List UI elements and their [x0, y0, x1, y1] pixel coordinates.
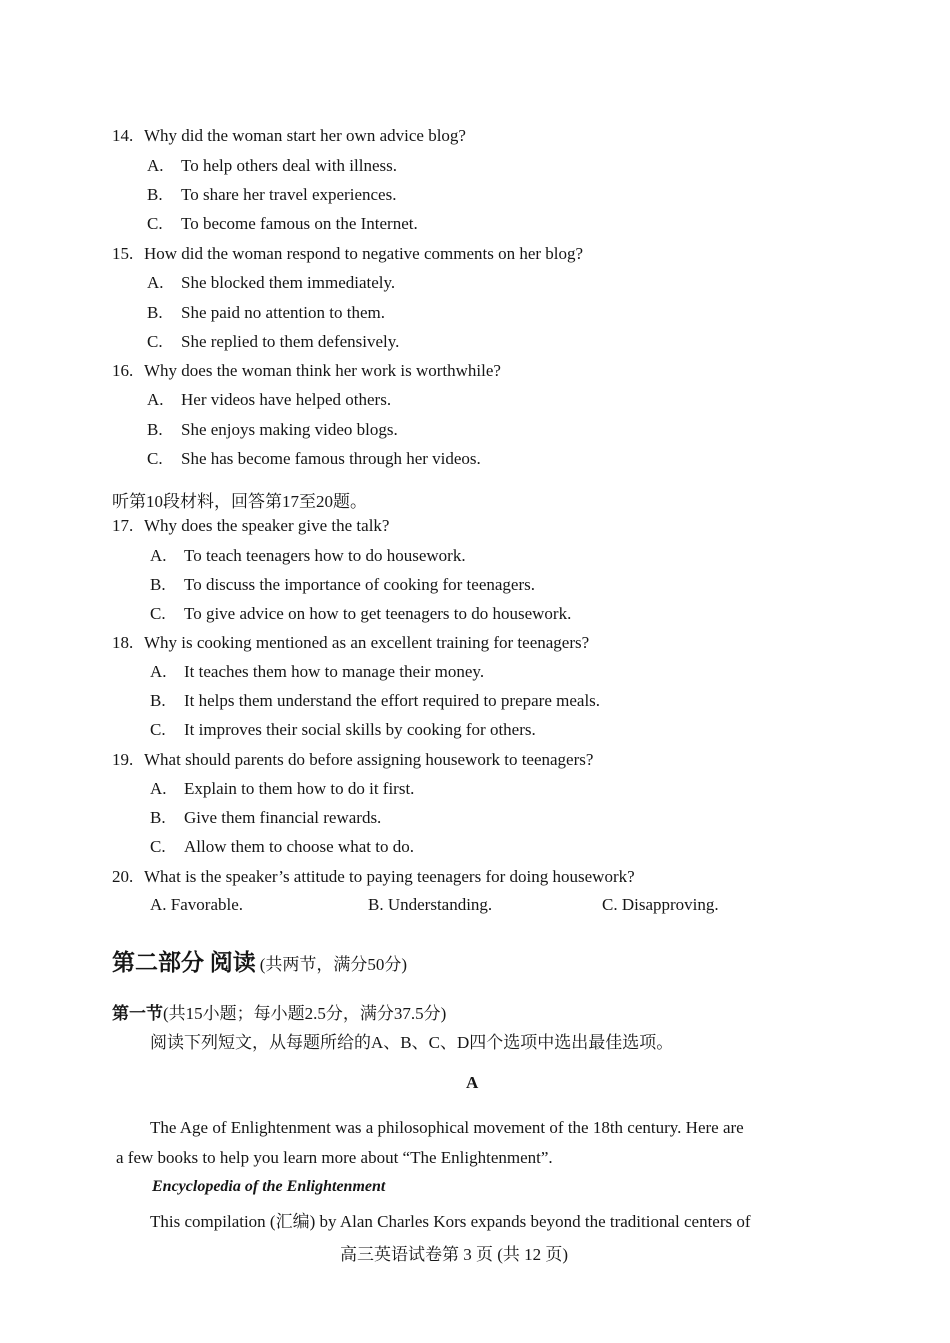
option-letter: C.	[147, 332, 163, 351]
option-letter: C.	[150, 837, 166, 856]
option-17a	[150, 546, 466, 566]
option-letter: B.	[147, 420, 163, 439]
option-letter: C.	[150, 720, 166, 739]
option-text: To discuss the importance of cooking for teenagers.	[184, 575, 535, 594]
option-16a	[147, 390, 391, 410]
option-letter: B.	[368, 895, 384, 914]
question-text: What should parents do before assigning housework to teenagers?	[144, 750, 594, 769]
question-text: Why did the woman start her own advice blog?	[144, 126, 466, 145]
page-footer: 高三英语试卷第 3 页 (共 12 页)	[340, 1245, 569, 1264]
question-17	[112, 516, 389, 536]
part-two-title	[112, 944, 407, 977]
option-text: To give advice on how to get teenagers to do housework.	[184, 604, 572, 623]
option-14b	[147, 185, 396, 205]
option-text: She replied to them defensively.	[181, 332, 400, 351]
option-text: Give them financial rewards.	[184, 808, 382, 827]
option-text: To teach teenagers how to do housework.	[184, 546, 466, 565]
option-letter: A.	[147, 390, 164, 409]
option-text: Favorable.	[170, 895, 244, 914]
question-number: 16.	[112, 361, 134, 380]
option-17c	[150, 604, 571, 624]
option-letter: A.	[147, 156, 164, 175]
option-14c	[147, 214, 418, 234]
option-15c	[147, 332, 399, 352]
option-text: She blocked them immediately.	[181, 273, 396, 292]
passage-paragraph-1-line-2: a few books to help you learn more about “The Enlightenment”.	[116, 1148, 553, 1167]
option-text: Disapproving.	[621, 895, 719, 914]
reading-instruction: 阅读下列短文，从每题所给的A、B、C、D四个选项中选出最佳选项。	[150, 1033, 674, 1052]
question-16	[112, 361, 501, 381]
option-text: It improves their social skills by cooking for others.	[184, 720, 536, 739]
question-18	[112, 633, 589, 653]
option-text: Her videos have helped others.	[181, 390, 392, 409]
option-letter: B.	[150, 808, 166, 827]
option-letter: A.	[147, 273, 164, 292]
option-text: She enjoys making video blogs.	[181, 420, 398, 439]
option-letter: A.	[150, 779, 167, 798]
section-note: (共15小题；每小题2.5分，满分37.5分)	[163, 1004, 447, 1023]
question-20	[112, 867, 635, 887]
option-20b	[368, 895, 492, 915]
option-text: Understanding.	[387, 895, 493, 914]
option-text: To share her travel experiences.	[181, 185, 397, 204]
question-text: What is the speaker’s attitude to paying teenagers for doing housework?	[144, 867, 635, 886]
question-text: How did the woman respond to negative comments on her blog?	[144, 244, 584, 263]
option-letter: A.	[150, 895, 167, 914]
question-number: 19.	[112, 750, 134, 769]
option-18a	[150, 662, 484, 682]
option-15a	[147, 273, 395, 293]
option-letter: C.	[147, 214, 163, 233]
passage-label: A	[466, 1073, 479, 1092]
option-20c	[602, 895, 719, 915]
option-text: To help others deal with illness.	[181, 156, 397, 175]
option-letter: B.	[147, 303, 163, 322]
section-one-heading	[112, 999, 446, 1024]
option-16b	[147, 420, 398, 440]
part-title-text: 第二部分 阅读	[112, 950, 256, 975]
option-16c	[147, 449, 481, 469]
option-14a	[147, 156, 397, 176]
question-text: Why is cooking mentioned as an excellent training for teenagers?	[144, 633, 590, 652]
option-letter: A.	[150, 662, 167, 681]
option-text: It helps them understand the effort required to prepare meals.	[184, 691, 601, 710]
option-letter: B.	[150, 575, 166, 594]
part-title-note: (共两节，满分50分)	[259, 955, 408, 974]
question-19	[112, 750, 593, 770]
question-text: Why does the woman think her work is worthwhile?	[144, 361, 501, 380]
option-text: Allow them to choose what to do.	[184, 837, 414, 856]
option-18c	[150, 720, 536, 740]
passage-paragraph-1-line-1: The Age of Enlightenment was a philosophical movement of the 18th century. Here are	[150, 1118, 744, 1137]
option-letter: B.	[147, 185, 163, 204]
option-17b	[150, 575, 535, 595]
question-20-options	[150, 895, 790, 919]
option-letter: C.	[147, 449, 163, 468]
option-text: To become famous on the Internet.	[181, 214, 418, 233]
option-19c	[150, 837, 414, 857]
option-letter: C.	[150, 604, 166, 623]
option-letter: A.	[150, 546, 167, 565]
book-title: Encyclopedia of the Enlightenment	[152, 1178, 386, 1195]
question-14	[112, 126, 466, 146]
option-18b	[150, 691, 600, 711]
option-text: She paid no attention to them.	[181, 303, 385, 322]
option-text: It teaches them how to manage their money.	[184, 662, 485, 681]
option-letter: B.	[150, 691, 166, 710]
question-15	[112, 244, 583, 264]
option-letter: C.	[602, 895, 618, 914]
option-text: Explain to them how to do it first.	[184, 779, 415, 798]
passage-paragraph-2-line-1: This compilation (汇编) by Alan Charles Kors expands beyond the traditional centers of	[150, 1212, 751, 1231]
option-text: She has become famous through her videos.	[181, 449, 481, 468]
option-20a	[150, 895, 243, 915]
option-19a	[150, 779, 414, 799]
question-number: 20.	[112, 867, 134, 886]
option-19b	[150, 808, 381, 828]
question-number: 14.	[112, 126, 134, 145]
section-title: 第一节	[112, 1004, 163, 1023]
question-number: 17.	[112, 516, 134, 535]
question-number: 15.	[112, 244, 134, 263]
option-15b	[147, 303, 385, 323]
question-text: Why does the speaker give the talk?	[144, 516, 390, 535]
listening-instruction: 听第10段材料，回答第17至20题。	[112, 492, 367, 511]
question-number: 18.	[112, 633, 134, 652]
